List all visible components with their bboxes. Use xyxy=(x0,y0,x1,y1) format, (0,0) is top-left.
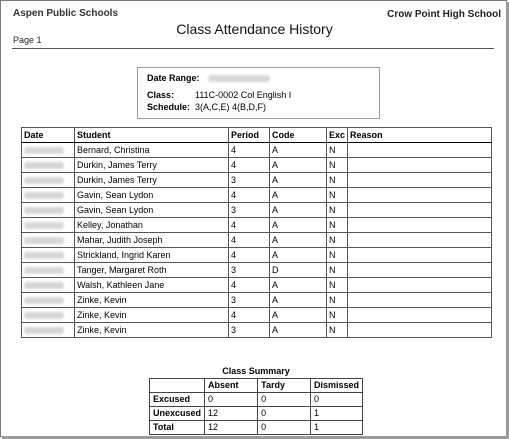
reason-cell xyxy=(348,218,492,233)
summary-row xyxy=(150,407,363,421)
student-cell: Tanger, Margaret Roth xyxy=(75,263,229,278)
date-cell-redacted xyxy=(22,233,75,248)
exc-cell: N xyxy=(327,203,348,218)
summary-table xyxy=(149,378,363,435)
table-row xyxy=(22,278,492,293)
summary-row xyxy=(150,421,363,435)
period-cell: 4 xyxy=(229,143,270,158)
student-cell: Durkin, James Terry xyxy=(75,158,229,173)
table-row xyxy=(22,218,492,233)
period-cell: 4 xyxy=(229,158,270,173)
table-row xyxy=(22,173,492,188)
summary-row xyxy=(150,393,363,407)
exc-cell: N xyxy=(327,263,348,278)
code-cell: A xyxy=(270,323,327,338)
student-cell: Zinke, Kevin xyxy=(75,308,229,323)
summary-absent-cell: 12 xyxy=(205,407,258,421)
code-cell: A xyxy=(270,308,327,323)
summary-dismissed-cell: 1 xyxy=(310,407,362,421)
student-cell: Durkin, James Terry xyxy=(75,173,229,188)
period-cell: 3 xyxy=(229,203,270,218)
student-cell: Walsh, Kathleen Jane xyxy=(75,278,229,293)
col-date: Date xyxy=(22,128,75,143)
code-cell: A xyxy=(270,203,327,218)
reason-cell xyxy=(348,278,492,293)
reason-cell xyxy=(348,308,492,323)
code-cell: A xyxy=(270,233,327,248)
table-row xyxy=(22,308,492,323)
summary-col-absent: Absent xyxy=(205,379,258,393)
date-cell-redacted xyxy=(22,308,75,323)
reason-cell xyxy=(348,233,492,248)
summary-label-cell: Excused xyxy=(150,393,205,407)
reason-cell xyxy=(348,188,492,203)
summary-label-cell: Unexcused xyxy=(150,407,205,421)
date-cell-redacted xyxy=(22,218,75,233)
class-value: 111C-0002 Col English I xyxy=(195,90,292,100)
reason-cell xyxy=(348,143,492,158)
attendance-table xyxy=(21,127,492,338)
table-row xyxy=(22,233,492,248)
org-name: Aspen Public Schools xyxy=(13,8,119,19)
reason-cell xyxy=(348,263,492,278)
reason-cell xyxy=(348,173,492,188)
period-cell: 3 xyxy=(229,323,270,338)
attendance-header-row xyxy=(22,128,492,143)
reason-cell xyxy=(348,323,492,338)
date-range-label: Date Range: xyxy=(147,73,200,83)
summary-tardy-cell: 0 xyxy=(258,407,311,421)
code-cell: A xyxy=(270,173,327,188)
period-cell: 4 xyxy=(229,308,270,323)
table-row xyxy=(22,158,492,173)
page-number: Page 1 xyxy=(13,35,42,45)
table-row xyxy=(22,263,492,278)
exc-cell: N xyxy=(327,158,348,173)
student-cell: Gavin, Sean Lydon xyxy=(75,188,229,203)
summary-dismissed-cell: 0 xyxy=(310,393,362,407)
date-cell-redacted xyxy=(22,188,75,203)
code-cell: D xyxy=(270,263,327,278)
schedule-label: Schedule: xyxy=(147,102,191,112)
table-row xyxy=(22,143,492,158)
exc-cell: N xyxy=(327,188,348,203)
report-info-box xyxy=(137,67,380,119)
exc-cell: N xyxy=(327,293,348,308)
summary-tardy-cell: 0 xyxy=(258,393,311,407)
school-name: Crow Point High School xyxy=(387,9,501,20)
exc-cell: N xyxy=(327,218,348,233)
student-cell: Bernard, Christina xyxy=(75,143,229,158)
period-cell: 4 xyxy=(229,278,270,293)
date-cell-redacted xyxy=(22,173,75,188)
date-cell-redacted xyxy=(22,278,75,293)
reason-cell xyxy=(348,158,492,173)
summary-dismissed-cell: 1 xyxy=(310,421,362,435)
student-cell: Kelley, Jonathan xyxy=(75,218,229,233)
date-cell-redacted xyxy=(22,293,75,308)
exc-cell: N xyxy=(327,308,348,323)
header-divider xyxy=(12,48,494,49)
code-cell: A xyxy=(270,218,327,233)
period-cell: 4 xyxy=(229,248,270,263)
table-row xyxy=(22,293,492,308)
student-cell: Zinke, Kevin xyxy=(75,323,229,338)
summary-header-row xyxy=(150,379,363,393)
col-exc: Exc xyxy=(327,128,348,143)
date-cell-redacted xyxy=(22,323,75,338)
code-cell: A xyxy=(270,188,327,203)
reason-cell xyxy=(348,248,492,263)
date-cell-redacted xyxy=(22,263,75,278)
col-code: Code xyxy=(270,128,327,143)
exc-cell: N xyxy=(327,278,348,293)
table-row xyxy=(22,203,492,218)
student-cell: Gavin, Sean Lydon xyxy=(75,203,229,218)
col-student: Student xyxy=(75,128,229,143)
reason-cell xyxy=(348,203,492,218)
code-cell: A xyxy=(270,278,327,293)
summary-absent-cell: 0 xyxy=(205,393,258,407)
student-cell: Strickland, Ingrid Karen xyxy=(75,248,229,263)
summary-tardy-cell: 0 xyxy=(258,421,311,435)
code-cell: A xyxy=(270,158,327,173)
exc-cell: N xyxy=(327,233,348,248)
summary-col-dismissed: Dismissed xyxy=(310,379,362,393)
period-cell: 3 xyxy=(229,293,270,308)
col-reason: Reason xyxy=(348,128,492,143)
exc-cell: N xyxy=(327,248,348,263)
table-row xyxy=(22,323,492,338)
period-cell: 4 xyxy=(229,233,270,248)
date-cell-redacted xyxy=(22,143,75,158)
reason-cell xyxy=(348,293,492,308)
code-cell: A xyxy=(270,248,327,263)
summary-absent-cell: 12 xyxy=(205,421,258,435)
date-cell-redacted xyxy=(22,248,75,263)
table-row xyxy=(22,188,492,203)
exc-cell: N xyxy=(327,143,348,158)
code-cell: A xyxy=(270,293,327,308)
period-cell: 3 xyxy=(229,263,270,278)
date-range-value-redacted xyxy=(208,73,270,83)
period-cell: 4 xyxy=(229,188,270,203)
table-row xyxy=(22,248,492,263)
summary-col-tardy: Tardy xyxy=(258,379,311,393)
col-period: Period xyxy=(229,128,270,143)
exc-cell: N xyxy=(327,323,348,338)
date-cell-redacted xyxy=(22,203,75,218)
exc-cell: N xyxy=(327,173,348,188)
report-title: Class Attendance History xyxy=(176,21,333,37)
student-cell: Mahar, Judith Joseph xyxy=(75,233,229,248)
summary-col-blank xyxy=(150,379,205,393)
period-cell: 3 xyxy=(229,173,270,188)
summary-title: Class Summary xyxy=(222,366,290,376)
date-cell-redacted xyxy=(22,158,75,173)
schedule-value: 3(A,C,E) 4(B,D,F) xyxy=(195,102,267,112)
class-label: Class: xyxy=(147,90,175,100)
student-cell: Zinke, Kevin xyxy=(75,293,229,308)
code-cell: A xyxy=(270,143,327,158)
period-cell: 4 xyxy=(229,218,270,233)
summary-label-cell: Total xyxy=(150,421,205,435)
